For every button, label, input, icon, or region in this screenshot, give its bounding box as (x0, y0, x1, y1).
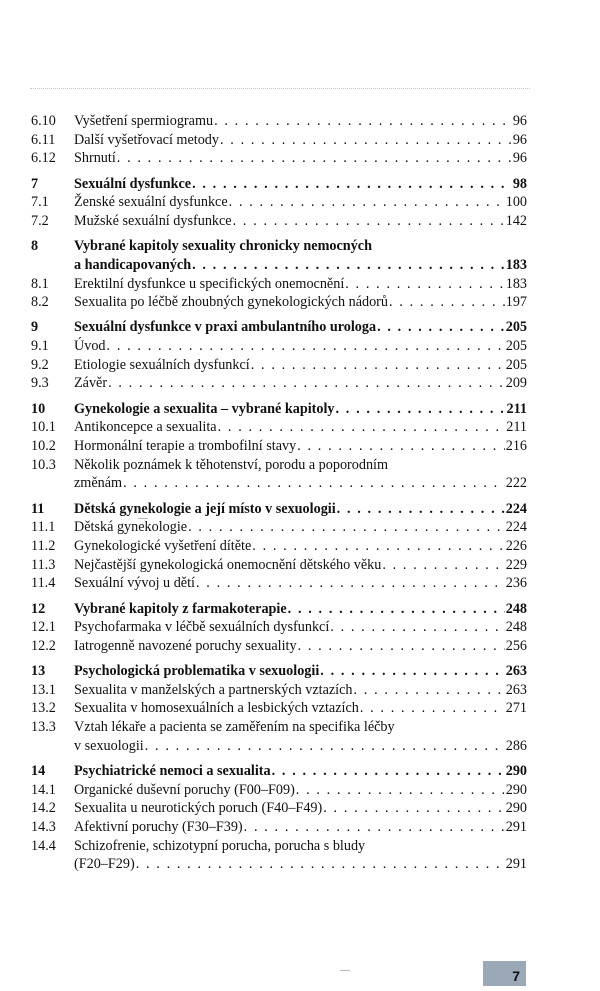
toc-section-row (31, 574, 527, 593)
dot-leader (330, 618, 504, 637)
toc-page-number: 256 (505, 637, 527, 654)
toc-page-number: 226 (505, 537, 527, 554)
toc-number: 8.1 (31, 275, 49, 292)
toc-title: Nejčastější gynekologická onemocnění dětského věku (74, 556, 382, 573)
dot-leader (136, 855, 505, 874)
toc-line (74, 193, 527, 212)
dot-leader (320, 662, 504, 681)
toc-page-number: 216 (505, 438, 527, 454)
page-number: 7 (512, 968, 520, 984)
dot-leader (288, 600, 505, 619)
toc-page-number: 248 (505, 619, 527, 636)
toc-title: Vybrané kapitoly z farmakoterapie (74, 600, 287, 617)
toc-title: a handicapovaných (74, 256, 192, 273)
toc-chapter-row (31, 237, 527, 256)
toc-title: Schizofrenie, schizotypní porucha, porucha s bludy (74, 837, 366, 854)
toc-title: změnám (74, 475, 123, 492)
toc-line (74, 762, 527, 781)
toc-number: 11 (31, 500, 45, 517)
toc-number: 9.2 (31, 356, 49, 373)
toc-line (74, 237, 527, 256)
toc-page-number: 96 (512, 150, 527, 167)
dot-leader (323, 799, 504, 818)
toc-number: 6.12 (31, 150, 56, 167)
toc-section-row (31, 618, 527, 637)
toc-section-row (31, 356, 527, 375)
toc-section-row (31, 112, 527, 131)
toc-section-row (31, 781, 527, 800)
toc-page-number: 271 (505, 700, 527, 717)
toc-section-row (31, 193, 527, 212)
toc-title: Gynekologie a sexualita – vybrané kapitoly (74, 400, 335, 417)
toc-number: 10 (31, 400, 46, 417)
toc-chapter-row (31, 256, 527, 275)
dot-leader (123, 474, 505, 493)
toc-title: Etiologie sexuálních dysfunkcí (74, 356, 250, 373)
toc-chapter-row (31, 662, 527, 681)
toc-title: Další vyšetřovací metody (74, 131, 219, 148)
toc-number: 14.1 (31, 781, 56, 798)
dot-leader (382, 556, 504, 575)
dot-leader (108, 374, 505, 393)
dot-leader (337, 500, 505, 519)
dot-leader (377, 318, 505, 337)
toc-line (74, 500, 527, 519)
dot-leader (188, 518, 505, 537)
toc-page-number: 98 (512, 175, 527, 192)
toc-page-number: 209 (505, 375, 527, 392)
toc-number: 11.3 (31, 556, 56, 573)
toc-line (74, 837, 527, 856)
toc-line (74, 518, 527, 537)
toc-section-row (31, 718, 527, 737)
toc-page-number: 183 (505, 275, 527, 292)
table-of-contents (31, 112, 527, 874)
toc-number: 13.2 (31, 700, 56, 717)
top-dotted-rule (30, 88, 530, 89)
toc-title: Psychologická problematika v sexuologii (74, 663, 320, 680)
toc-line (74, 149, 527, 168)
dot-leader (354, 681, 505, 700)
toc-line (74, 456, 527, 475)
toc-section-row (31, 681, 527, 700)
dot-leader (192, 256, 505, 275)
dot-leader (360, 699, 505, 718)
toc-section-row (31, 837, 527, 856)
toc-title: Antikoncepce a sexualita (74, 419, 217, 436)
toc-section-row (31, 374, 527, 393)
toc-chapter-row (31, 600, 527, 619)
toc-chapter-row (31, 500, 527, 519)
toc-chapter-row (31, 400, 527, 419)
dot-leader (233, 212, 505, 231)
toc-title: Hormonální terapie a trombofilní stavy (74, 438, 297, 454)
toc-chapter-row (31, 318, 527, 337)
toc-line (74, 574, 527, 593)
toc-number: 14.3 (31, 819, 56, 836)
toc-line (74, 637, 527, 656)
toc-line (74, 131, 527, 150)
toc-page-number: 229 (505, 556, 527, 573)
toc-page-number: 290 (505, 800, 527, 817)
toc-page-number: 224 (505, 519, 527, 536)
toc-section-row (31, 556, 527, 575)
toc-title: Gynekologické vyšetření dítěte (74, 537, 252, 554)
toc-number: 11.2 (31, 537, 56, 554)
toc-line (74, 374, 527, 393)
toc-line (74, 275, 527, 294)
toc-number: 12.2 (31, 637, 56, 654)
toc-title: Vyšetření spermiogramu (74, 113, 214, 129)
toc-number: 14.2 (31, 800, 56, 817)
toc-title: Dětská gynekologie a její místo v sexuologii (74, 500, 336, 517)
toc-number: 8.2 (31, 294, 49, 311)
toc-line (74, 437, 527, 456)
toc-line (74, 212, 527, 231)
dot-leader (229, 193, 505, 212)
toc-line (74, 112, 527, 131)
dot-leader (336, 400, 506, 419)
toc-number: 11.1 (31, 519, 56, 536)
toc-page-number: 96 (512, 131, 527, 148)
toc-section-row (31, 337, 527, 356)
toc-chapter-row (31, 762, 527, 781)
toc-section-row (31, 474, 527, 493)
toc-number: 12 (31, 600, 46, 617)
toc-number: 6.10 (31, 113, 56, 129)
toc-title: Erektilní dysfunkce u specifických onemocnění (74, 275, 345, 292)
print-speck (138, 518, 148, 519)
toc-section-row (31, 293, 527, 312)
toc-section-row (31, 212, 527, 231)
toc-section-row (31, 737, 527, 756)
toc-section-row (31, 637, 527, 656)
toc-title: Úvod (74, 338, 106, 355)
toc-page-number: 100 (505, 194, 527, 211)
toc-number: 10.3 (31, 456, 56, 473)
toc-section-row (31, 131, 527, 150)
toc-title: (F20–F29) (74, 856, 135, 873)
dot-leader (389, 293, 505, 312)
toc-page-number: 291 (505, 819, 527, 836)
toc-page-number: 96 (512, 113, 527, 129)
toc-number: 12.1 (31, 619, 56, 636)
toc-section-row (31, 518, 527, 537)
dot-leader (296, 781, 505, 800)
toc-section-row (31, 855, 527, 874)
toc-number: 9.3 (31, 375, 49, 392)
toc-number: 10.2 (31, 438, 56, 454)
toc-page-number: 205 (505, 356, 527, 373)
toc-title: Závěr (74, 375, 108, 392)
toc-line (74, 618, 527, 637)
dot-leader (192, 175, 512, 194)
toc-title: Ženské sexuální dysfunkce (74, 194, 228, 211)
toc-title: Sexualita po léčbě zhoubných gynekologických nádorů (74, 294, 389, 311)
toc-line (74, 799, 527, 818)
dot-leader (107, 337, 505, 356)
dot-leader (272, 762, 505, 781)
toc-page-number: 211 (506, 400, 527, 417)
toc-line (74, 400, 527, 419)
toc-page-number: 248 (505, 600, 527, 617)
toc-page-number: 236 (505, 575, 527, 592)
toc-title: Sexuální dysfunkce (74, 175, 192, 192)
toc-number: 8 (31, 238, 39, 255)
toc-title: Afektivní poruchy (F30–F39) (74, 819, 243, 836)
toc-number: 9 (31, 319, 39, 336)
toc-number: 7 (31, 175, 39, 192)
toc-page-number: 205 (505, 338, 527, 355)
toc-title: Několik poznámek k těhotenství, porodu a poporodním (74, 456, 389, 473)
toc-chapter-row (31, 175, 527, 194)
dot-leader (117, 149, 512, 168)
dot-leader (252, 537, 504, 556)
page-number-badge (483, 961, 526, 986)
toc-title: Organické duševní poruchy (F00–F09) (74, 781, 295, 798)
toc-page-number: 211 (506, 419, 527, 436)
toc-line (74, 418, 527, 437)
toc-title: Psychiatrické nemoci a sexualita (74, 763, 271, 779)
toc-line (74, 781, 527, 800)
toc-line (74, 474, 527, 493)
toc-page-number: 290 (505, 763, 527, 779)
toc-line (74, 356, 527, 375)
toc-number: 7.1 (31, 194, 49, 211)
toc-title: Vztah lékaře a pacienta se zaměřením na specifika léčby (74, 719, 395, 736)
dot-leader (196, 574, 505, 593)
toc-line (74, 293, 527, 312)
toc-section-row (31, 437, 527, 456)
toc-title: Shrnutí (74, 150, 116, 167)
toc-section-row (31, 456, 527, 475)
dot-leader (214, 112, 512, 131)
dot-leader (220, 131, 512, 150)
toc-line (74, 256, 527, 275)
toc-section-row (31, 149, 527, 168)
toc-number: 14.4 (31, 837, 56, 854)
toc-line (74, 681, 527, 700)
toc-page-number: 290 (505, 781, 527, 798)
toc-number: 10.1 (31, 419, 56, 436)
toc-line (74, 537, 527, 556)
toc-page-number: 263 (505, 681, 527, 698)
toc-number: 9.1 (31, 338, 49, 355)
toc-line (74, 337, 527, 356)
toc-line (74, 699, 527, 718)
dot-leader (298, 637, 505, 656)
toc-line (74, 600, 527, 619)
toc-title: Mužské sexuální dysfunkce (74, 212, 232, 229)
toc-section-row (31, 699, 527, 718)
dot-leader (345, 275, 504, 294)
toc-line (74, 556, 527, 575)
toc-section-row (31, 818, 527, 837)
toc-section-row (31, 537, 527, 556)
toc-line (74, 737, 527, 756)
toc-section-row (31, 418, 527, 437)
toc-number: 6.11 (31, 131, 56, 148)
toc-line (74, 175, 527, 194)
toc-line (74, 855, 527, 874)
dot-leader (251, 356, 505, 375)
toc-page-number: 286 (505, 737, 527, 754)
toc-title: Sexualita v manželských a partnerských vztazích (74, 681, 353, 698)
toc-title: Psychofarmaka v léčbě sexuálních dysfunkcí (74, 619, 330, 636)
toc-line (74, 818, 527, 837)
toc-title: Iatrogenně navozené poruchy sexuality (74, 637, 297, 654)
toc-title: Vybrané kapitoly sexuality chronicky nemocných (74, 238, 372, 255)
toc-number: 13.1 (31, 681, 56, 698)
toc-title: Sexuální dysfunkce v praxi ambulantního urologa (74, 319, 377, 336)
toc-number: 14 (31, 763, 46, 779)
toc-page-number: 183 (505, 256, 527, 273)
toc-page-number: 205 (505, 319, 527, 336)
toc-number: 13.3 (31, 719, 56, 736)
toc-page-number: 224 (505, 500, 527, 517)
toc-title: Sexuální vývoj u dětí (74, 575, 195, 592)
toc-section-row (31, 275, 527, 294)
dot-leader (218, 418, 506, 437)
toc-number: 7.2 (31, 212, 49, 229)
dot-leader (244, 818, 505, 837)
toc-number: 11.4 (31, 575, 56, 592)
toc-title: Dětská gynekologie (74, 519, 188, 536)
toc-title: Sexualita v homosexuálních a lesbických vztazích (74, 700, 359, 717)
toc-line (74, 662, 527, 681)
toc-page-number: 291 (505, 856, 527, 873)
dot-leader (145, 737, 505, 756)
toc-page-number: 222 (505, 475, 527, 492)
toc-page-number: 197 (505, 294, 527, 311)
print-speck (340, 970, 350, 971)
toc-line (74, 318, 527, 337)
toc-page-number: 263 (505, 663, 527, 680)
toc-section-row (31, 799, 527, 818)
toc-page-number: 142 (505, 212, 527, 229)
dot-leader (297, 437, 505, 456)
toc-title: v sexuologii (74, 737, 144, 754)
toc-number: 13 (31, 663, 46, 680)
toc-line (74, 718, 527, 737)
toc-title: Sexualita u neurotických poruch (F40–F49) (74, 800, 323, 817)
